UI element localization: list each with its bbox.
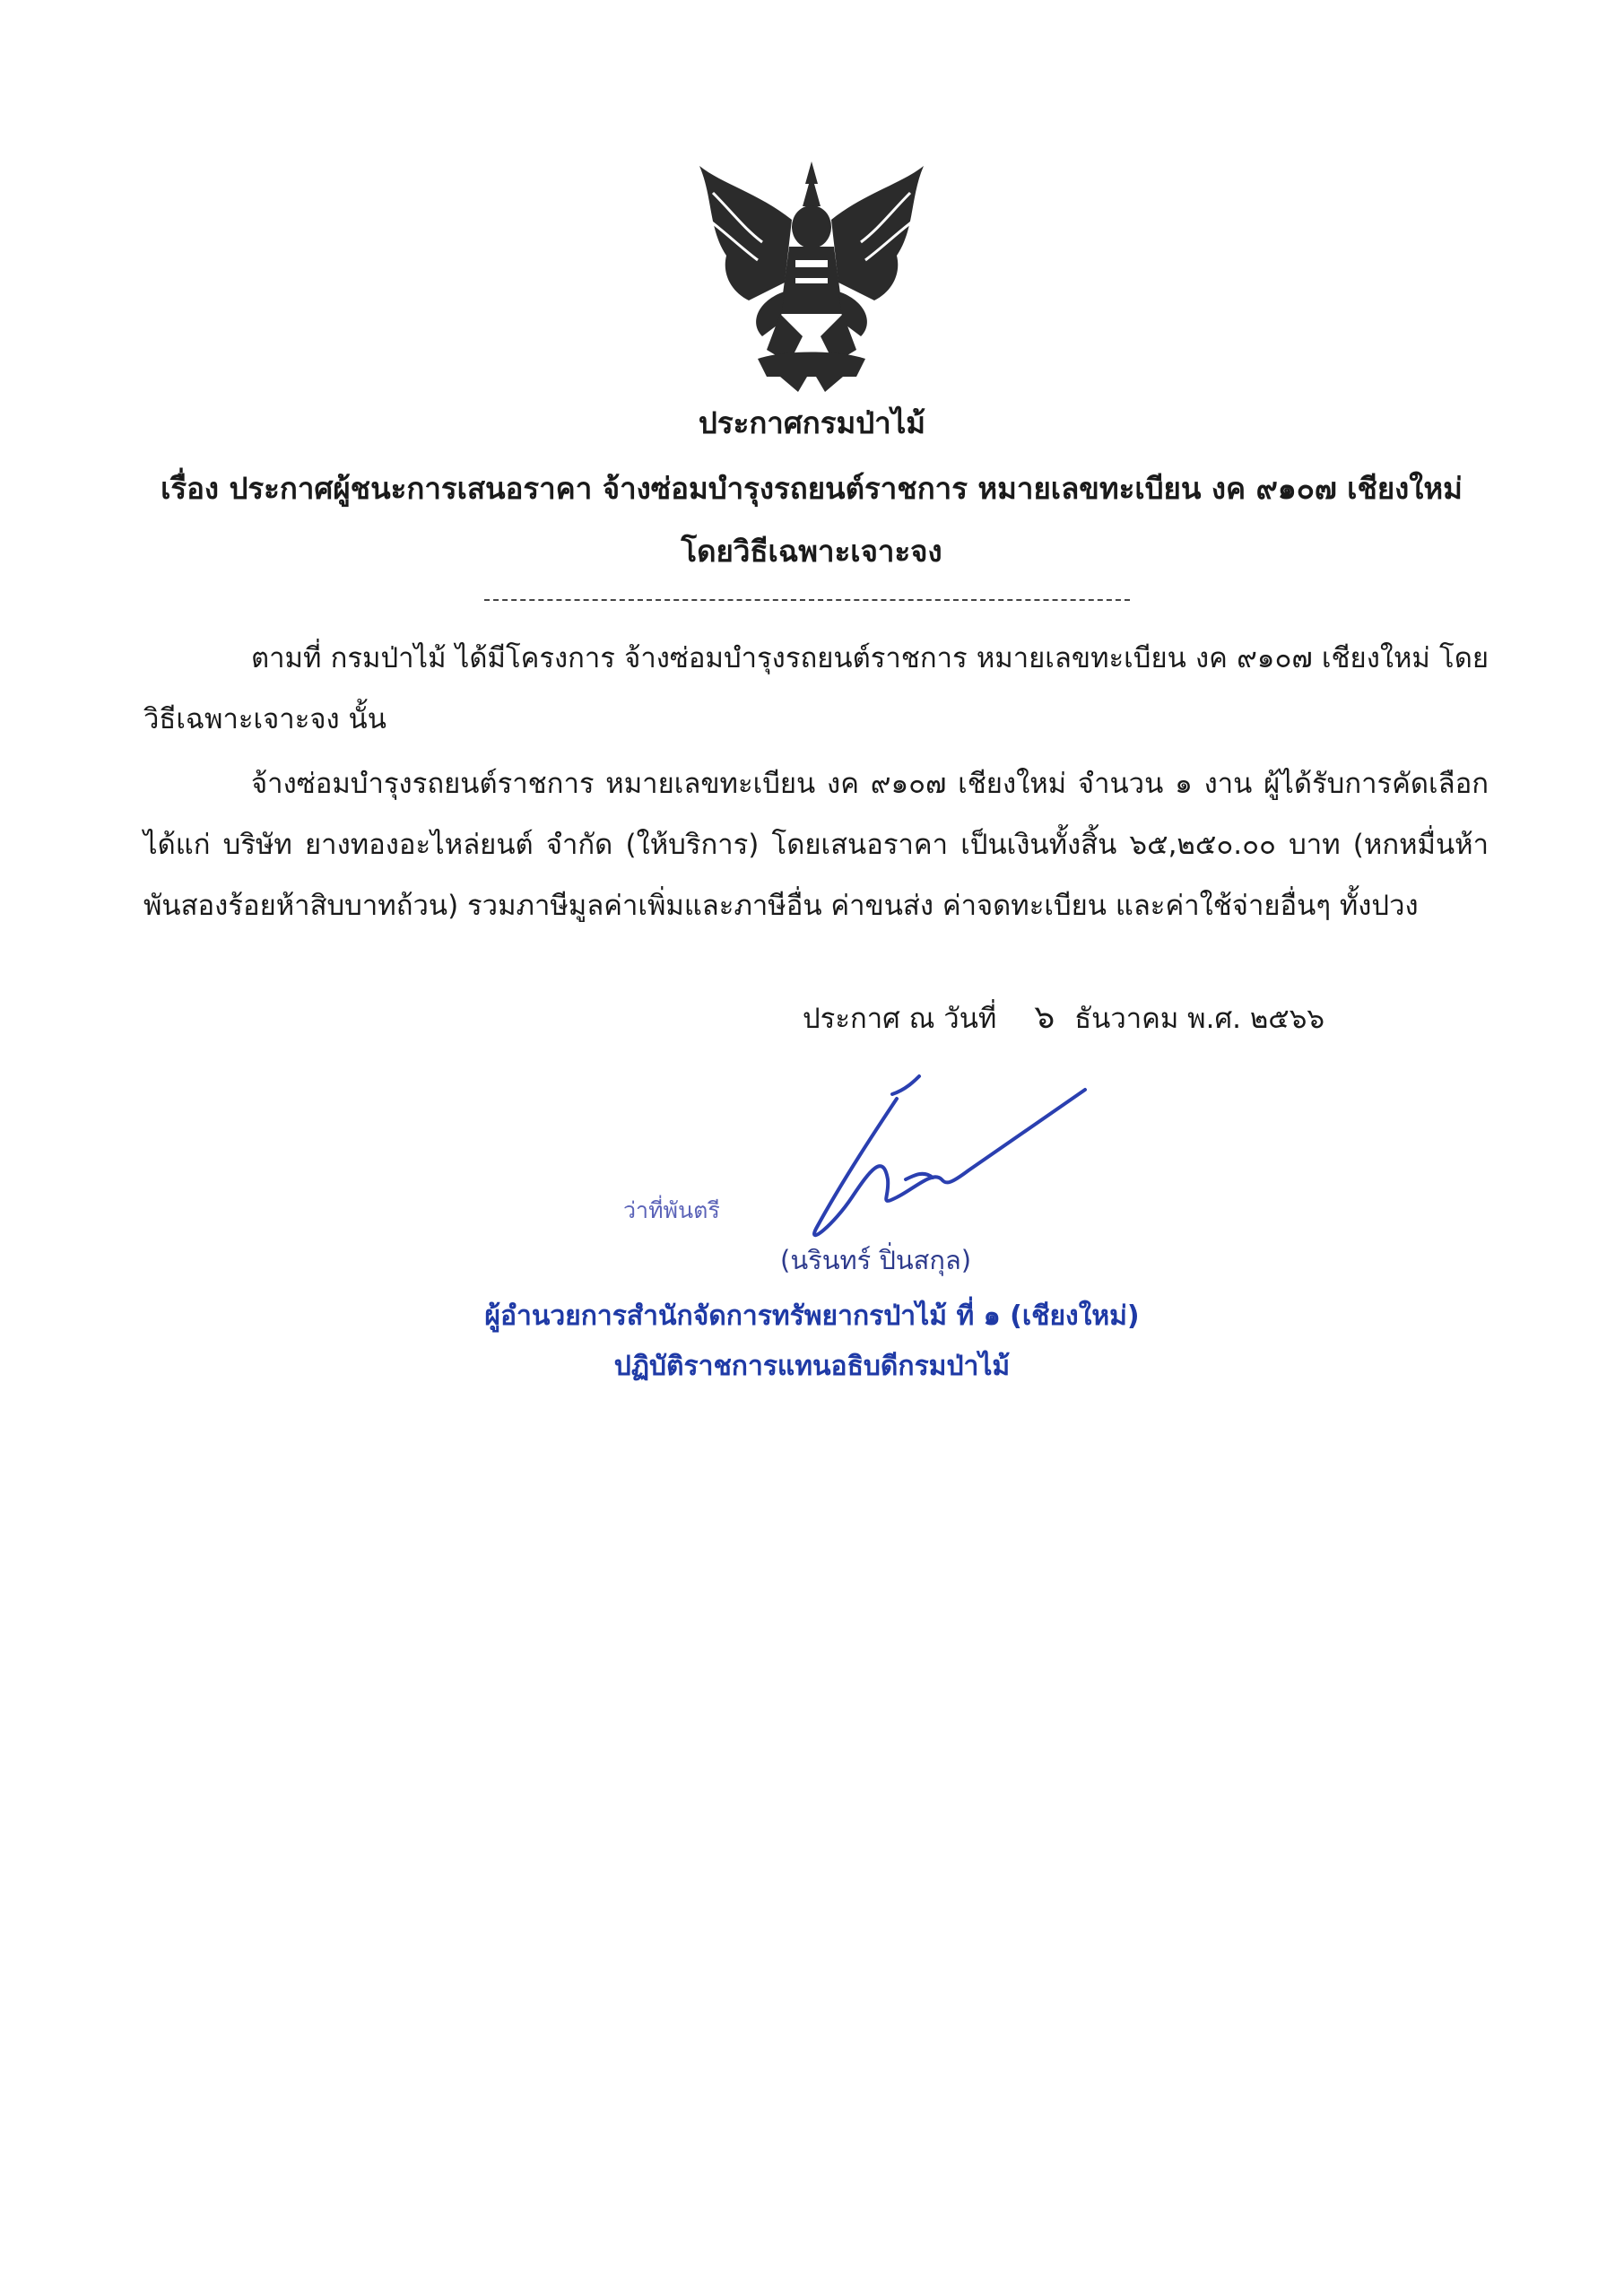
signer-name: (นรินทร์ ปิ่นสกุล): [780, 1245, 972, 1275]
divider-line: [484, 599, 1130, 601]
announcement-title: ประกาศกรมป่าไม้: [698, 405, 926, 440]
signer-position-line-1: ผู้อำนวยการสำนักจัดการทรัพยากรป่าไม้ ที่ ๑ (เชียงใหม่): [484, 1300, 1140, 1332]
garuda-emblem-icon: [695, 157, 928, 395]
paragraph-background: ตามที่ กรมป่าไม้ ได้มีโครงการ จ้างซ่อมบำรุงรถยนต์ราชการ หมายเลขทะเบียน งค ๙๑๐๗ เชียงใหม่ โดยวิธีเฉพาะเจาะจง นั้น: [143, 642, 1489, 735]
signer-rank: ว่าที่พันตรี: [623, 1197, 720, 1223]
paragraph-award: จ้างซ่อมบำรุงรถยนต์ราชการ หมายเลขทะเบียน งค ๙๑๐๗ เชียงใหม่ จำนวน ๑ งาน ผู้ได้รับการคัดเลือก ได้แก่ บริษัท ยางทองอะไหล่ยนต์ จำกัด (ให้บริการ) โดยเสนอราคา เป็นเงินทั้งสิ้น ๖๕,๒๕๐.๐๐ บาท (หกหมื่นห้าพันสองร้อยห้าสิบบาทถ้วน) รวมภาษีมูลค่าเพิ่มและภาษีอื่น ค่าขนส่ง ค่าจดทะเบียน และค่าใช้จ่ายอื่นๆ ทั้งปวง: [143, 768, 1489, 922]
date-month-year: ธันวาคม พ.ศ. ๒๕๖๖: [1074, 1003, 1325, 1035]
signer-position: [0, 1292, 1624, 1392]
date-day: ๖: [1034, 999, 1055, 1036]
signer-position-line-2: ปฏิบัติราชการแทนอธิบดีกรมป่าไม้: [613, 1351, 1011, 1382]
date-prefix: ประกาศ ณ วันที่: [803, 1003, 997, 1035]
announcement-date: [803, 991, 1324, 1042]
signature-icon: [789, 1072, 1094, 1251]
announcement-subject: เรื่อง ประกาศผู้ชนะการเสนอราคา จ้างซ่อมบำรุงรถยนต์ราชการ หมายเลขทะเบียน งค ๙๑๐๗ เชียงใหม่ โดยวิธีเฉพาะเจาะจง: [161, 471, 1463, 569]
